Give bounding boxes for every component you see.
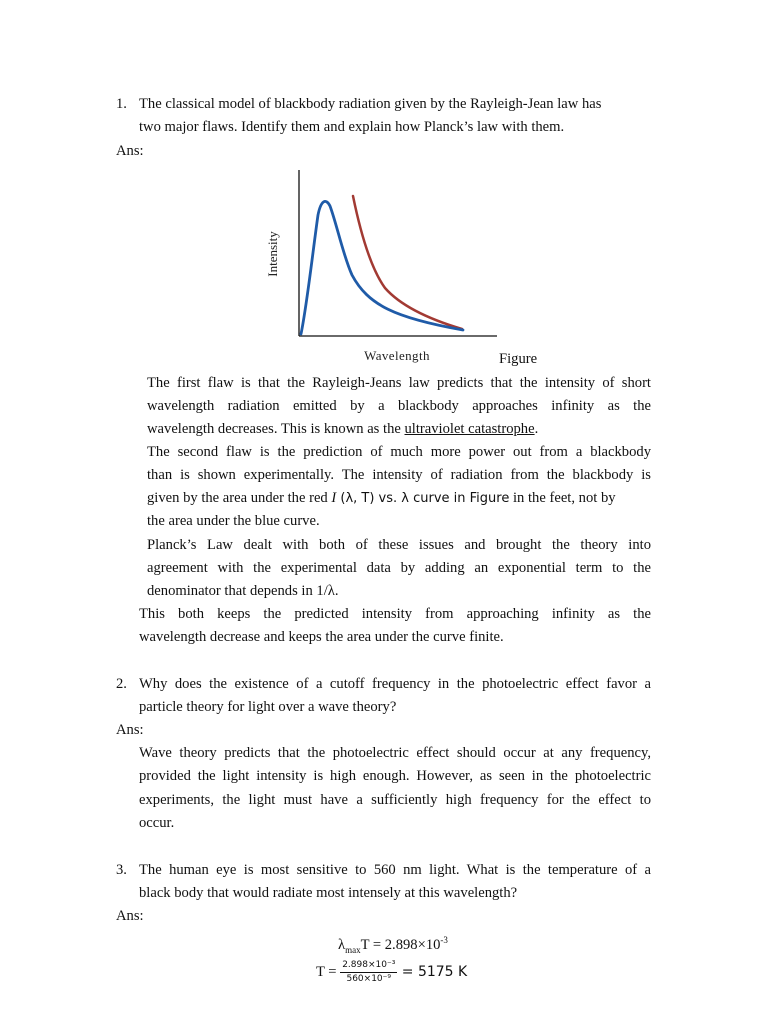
- fraction: $\frac{\text{2.898×10⁻³}}{\text{560×10⁻⁹}}$: [342, 960, 396, 984]
- q2-answer-line2: provided the light intensity is high enough. However, as seen in the photoelectric: [139, 768, 651, 784]
- q1-p4-line1: This both keeps the predicted intensity from approaching infinity as the: [139, 606, 651, 622]
- q1-p4-line2: wavelength decrease and keeps the area under the curve finite.: [139, 629, 504, 645]
- q1-ans-label: Ans:: [116, 143, 144, 159]
- temperature-equation: T = $\frac{\text{2.898×10⁻³}}{\text{560×10⁻⁹}}$ = 5175 K: [316, 960, 468, 984]
- q2-answer-line1: Wave theory predicts that the photoelectric effect should occur at any frequency,: [139, 745, 651, 761]
- q1-p1-line1: The first flaw is that the Rayleigh-Jeans law predicts that the intensity of short: [147, 375, 651, 391]
- x-axis-label: Wavelength: [364, 348, 430, 363]
- q2-answer-line4: occur.: [139, 815, 175, 831]
- q3-number: 3.: [116, 862, 127, 878]
- q1-p1-line2: wavelength radiation emitted by a blackbody approaches infinity as the: [147, 398, 651, 414]
- q1-p2-line2: than is shown experimentally. The intensity of radiation from the blackbody is: [147, 467, 651, 483]
- q1-p1-line3: wavelength decreases. This is known as the ultraviolet catastrophe.: [147, 421, 539, 437]
- rayleigh-jeans-curve: [353, 196, 462, 329]
- q1-text-line2: two major flaws. Identify them and explain how Planck’s law with them.: [139, 119, 565, 135]
- q1-text-line1: The classical model of blackbody radiation given by the Rayleigh-Jean law has: [139, 96, 602, 112]
- q2-number: 2.: [116, 676, 127, 692]
- q3-text-line1: The human eye is most sensitive to 560 nm light. What is the temperature of a: [139, 862, 651, 878]
- q1-p3-line3: denominator that depends in 1/λ.: [147, 583, 339, 599]
- q1-p2-line1: The second flaw is the prediction of much more power out from a blackbody: [147, 444, 651, 460]
- q1-p3-line2: agreement with the experimental data by adding an exponential term to the: [147, 560, 651, 576]
- q2-text-line1: Why does the existence of a cutoff frequency in the photoelectric effect favor a: [139, 676, 651, 692]
- q3-ans-label: Ans:: [116, 908, 144, 924]
- wien-law-equation: $\lambda_{max}T = 2.898\times 10^{-3}$: [338, 935, 448, 955]
- q1-p3-line1: Planck’s Law dealt with both of these issues and brought the theory into: [147, 537, 651, 553]
- y-axis-label: Intensity: [265, 231, 280, 277]
- q2-answer-line3: experiments, the light must have a sufficiently high frequency for the effect to: [139, 792, 651, 808]
- q1-p2-line3: given by the area under the red I (λ, T) vs. λ curve in Figure in the feet, not by: [147, 490, 616, 506]
- planck-curve: [301, 201, 463, 334]
- uv-catastrophe-link: ultraviolet catastrophe: [404, 421, 535, 437]
- figure-caption: Figure: [499, 351, 538, 367]
- q3-text-line2: black body that would radiate most intensely at this wavelength?: [139, 885, 518, 901]
- q1-number: 1.: [116, 96, 127, 112]
- q2-text-line2: particle theory for light over a wave theory?: [139, 699, 397, 715]
- q1-p2-line4: the area under the blue curve.: [147, 513, 320, 529]
- q2-ans-label: Ans:: [116, 722, 144, 738]
